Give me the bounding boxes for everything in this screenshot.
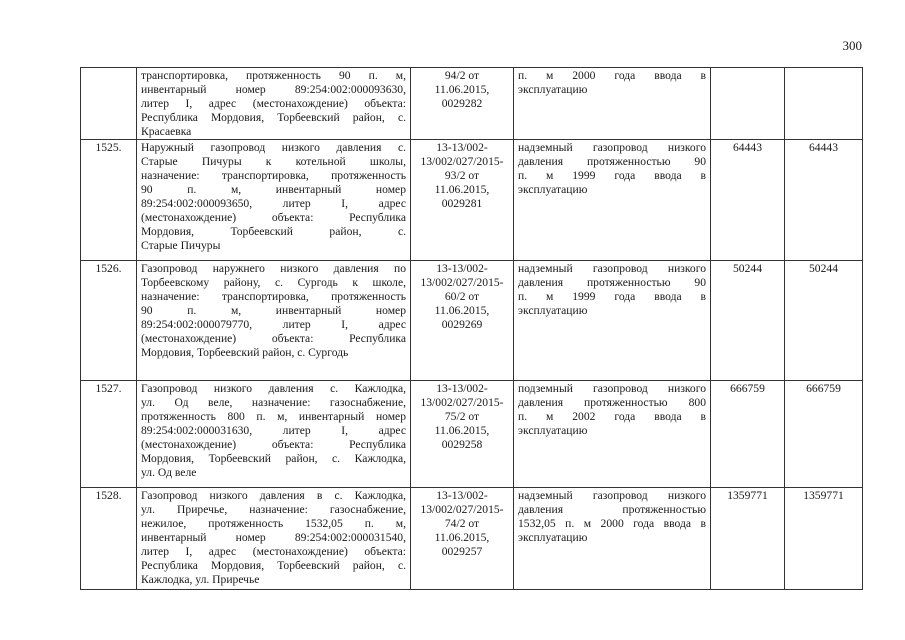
cell-line: 13/002/027/2015- xyxy=(420,396,504,409)
row-number: 1526. xyxy=(95,262,122,275)
cell-line: надземный газопровод низкого xyxy=(518,262,706,275)
book-value-cell xyxy=(711,381,785,488)
cell-line: Газопровод низкого давления с. Кажлодка, xyxy=(141,382,406,395)
cell-line: (местонахождение) объекта: Республика xyxy=(141,332,406,345)
cell-line: п. м 2000 года ввода в xyxy=(518,69,706,82)
cell-line: назначение: транспортировка, протяженность xyxy=(141,290,406,303)
book-value-cell xyxy=(711,261,785,381)
registration-record-cell xyxy=(411,140,514,261)
cell-line: эксплуатацию xyxy=(518,183,588,196)
cell-line: инвентарный номер 89:254:002:000031540, xyxy=(141,531,406,544)
cell-line: 13-13/002- xyxy=(436,489,488,502)
cell-line: 89:254:002:000031630, литер I, адрес xyxy=(141,424,406,437)
cell-line: п. м 1999 года ввода в xyxy=(518,290,706,303)
cell-line: 11.06.2015, xyxy=(434,424,490,437)
cell-line: 11.06.2015, xyxy=(434,83,490,96)
cell-line: подземный газопровод низкого xyxy=(518,382,706,395)
cell-line: Старые Пичуры к котельной школы, xyxy=(141,155,406,168)
residual-value-cell xyxy=(785,140,863,261)
cell-line: 75/2 от xyxy=(444,410,480,423)
cell-line: давления протяженностью 90 xyxy=(518,155,706,168)
row-number: 1525. xyxy=(95,141,122,154)
cell-line: 1532,05 п. м 2000 года ввода в xyxy=(518,517,706,530)
cell-line: 74/2 от xyxy=(444,517,480,530)
cell-line: Мордовия, Торбеевский район, с. Сургодь xyxy=(141,346,349,359)
cell-line: литер I, адрес (местонахождение) объекта: xyxy=(141,97,406,110)
object-description-cell xyxy=(137,381,411,488)
cell-line: Красаевка xyxy=(141,125,192,138)
residual-value-cell xyxy=(785,488,863,590)
cell-line: давления протяженностью xyxy=(518,503,706,516)
cell-line: Республика Мордовия, Торбеевский район, с. xyxy=(141,559,406,572)
cell-line: Республика Мордовия, Торбеевский район, с. xyxy=(141,111,406,124)
residual-value-cell xyxy=(785,381,863,488)
cell-line: 13-13/002- xyxy=(436,262,488,275)
table-row xyxy=(81,68,863,140)
cell-line: ул. Од веле, назначение: газоснабжение, xyxy=(141,396,406,409)
row-number-cell xyxy=(81,68,137,140)
cell-line: 0029282 xyxy=(441,97,483,110)
cell-line: нежилое, протяженность 1532,05 п. м, xyxy=(141,517,406,530)
book-value-cell xyxy=(711,68,785,140)
cell-line: транспортировка, протяженность 90 п. м, xyxy=(141,69,406,82)
cell-line: Наружный газопровод низкого давления с. xyxy=(141,141,406,154)
table-row xyxy=(81,381,863,488)
cell-line: Мордовия, Торбеевский район, с. xyxy=(141,225,406,238)
cell-line: п. м 2002 года ввода в xyxy=(518,410,706,423)
cell-line: ул. Приречье, назначение: газоснабжение, xyxy=(141,503,406,516)
cell-line: п. м 1999 года ввода в xyxy=(518,169,706,182)
residual-value: 50244 xyxy=(809,262,838,275)
row-number-cell xyxy=(81,261,137,381)
table-row xyxy=(81,488,863,590)
registration-record-cell xyxy=(411,381,514,488)
cell-line: 0029258 xyxy=(441,438,483,451)
residual-value: 64443 xyxy=(809,141,838,154)
characteristics-cell xyxy=(514,261,711,381)
book-value: 666759 xyxy=(730,382,765,395)
residual-value: 1359771 xyxy=(803,489,844,502)
cell-line: 90 п. м, инвентарный номер xyxy=(141,183,406,196)
row-number-cell xyxy=(81,488,137,590)
cell-line: 0029257 xyxy=(441,545,483,558)
characteristics-cell xyxy=(514,381,711,488)
book-value: 64443 xyxy=(733,141,762,154)
table-row xyxy=(81,261,863,381)
object-description-cell xyxy=(137,261,411,381)
characteristics-cell xyxy=(514,68,711,140)
residual-value: 666759 xyxy=(806,382,841,395)
cell-line: протяженность 800 п. м, инвентарный номер xyxy=(141,410,406,423)
cell-line: 13/002/027/2015- xyxy=(420,503,504,516)
cell-line: эксплуатацию xyxy=(518,304,588,317)
object-description-cell xyxy=(137,140,411,261)
row-number-cell xyxy=(81,140,137,261)
row-number: 1527. xyxy=(95,382,122,395)
cell-line: 60/2 от xyxy=(444,290,480,303)
cell-line: Кажлодка, ул. Приречье xyxy=(141,573,260,586)
cell-line: надземный газопровод низкого xyxy=(518,141,706,154)
cell-line: 89:254:002:000093650, литер I, адрес xyxy=(141,197,406,210)
cell-line: 11.06.2015, xyxy=(434,304,490,317)
cell-line: 94/2 от xyxy=(444,69,480,82)
cell-line: Торбеевскому району, с. Сургодь к школе, xyxy=(141,276,406,289)
property-registry-table xyxy=(80,67,863,590)
cell-line: литер I, адрес (местонахождение) объекта: xyxy=(141,545,406,558)
cell-line: 13/002/027/2015- xyxy=(420,155,504,168)
cell-line: 0029281 xyxy=(441,197,483,210)
row-number-cell xyxy=(81,381,137,488)
cell-line: 89:254:002:000079770, литер I, адрес xyxy=(141,318,406,331)
cell-line: давления протяженностью 800 xyxy=(518,396,706,409)
cell-line: 93/2 от xyxy=(444,169,480,182)
cell-line: (местонахождение) объекта: Республика xyxy=(141,438,406,451)
cell-line: 13-13/002- xyxy=(436,382,488,395)
cell-line: эксплуатацию xyxy=(518,83,588,96)
cell-line: эксплуатацию xyxy=(518,531,588,544)
table-row xyxy=(81,140,863,261)
cell-line: инвентарный номер 89:254:002:000093630, xyxy=(141,83,406,96)
residual-value-cell xyxy=(785,261,863,381)
cell-line: Газопровод наружнего низкого давления по xyxy=(141,262,406,275)
cell-line: эксплуатацию xyxy=(518,424,588,437)
characteristics-cell xyxy=(514,488,711,590)
cell-line: 13/002/027/2015- xyxy=(420,276,504,289)
cell-line: надземный газопровод низкого xyxy=(518,489,706,502)
row-number: 1528. xyxy=(95,489,122,502)
cell-line: Старые Пичуры xyxy=(141,239,221,252)
cell-line: 11.06.2015, xyxy=(434,183,490,196)
cell-line: давления протяженностью 90 xyxy=(518,276,706,289)
cell-line: 11.06.2015, xyxy=(434,531,490,544)
cell-line: (местонахождение) объекта: Республика xyxy=(141,211,406,224)
cell-line: Мордовия, Торбеевский район, с. Кажлодка, xyxy=(141,452,406,465)
book-value-cell xyxy=(711,140,785,261)
cell-line: 0029269 xyxy=(441,318,483,331)
residual-value-cell xyxy=(785,68,863,140)
registration-record-cell xyxy=(411,488,514,590)
page-number: 300 xyxy=(842,38,862,53)
book-value: 1359771 xyxy=(727,489,768,502)
object-description-cell xyxy=(137,488,411,590)
cell-line: Газопровод низкого давления в с. Кажлодка, xyxy=(141,489,406,502)
book-value-cell xyxy=(711,488,785,590)
registration-record-cell xyxy=(411,261,514,381)
cell-line: 13-13/002- xyxy=(436,141,488,154)
object-description-cell xyxy=(137,68,411,140)
registry-table-body xyxy=(81,68,863,590)
cell-line: ул. Од веле xyxy=(141,466,197,479)
characteristics-cell xyxy=(514,140,711,261)
book-value: 50244 xyxy=(733,262,762,275)
cell-line: назначение: транспортировка, протяженность xyxy=(141,169,406,182)
cell-line: 90 п. м, инвентарный номер xyxy=(141,304,406,317)
registration-record-cell xyxy=(411,68,514,140)
